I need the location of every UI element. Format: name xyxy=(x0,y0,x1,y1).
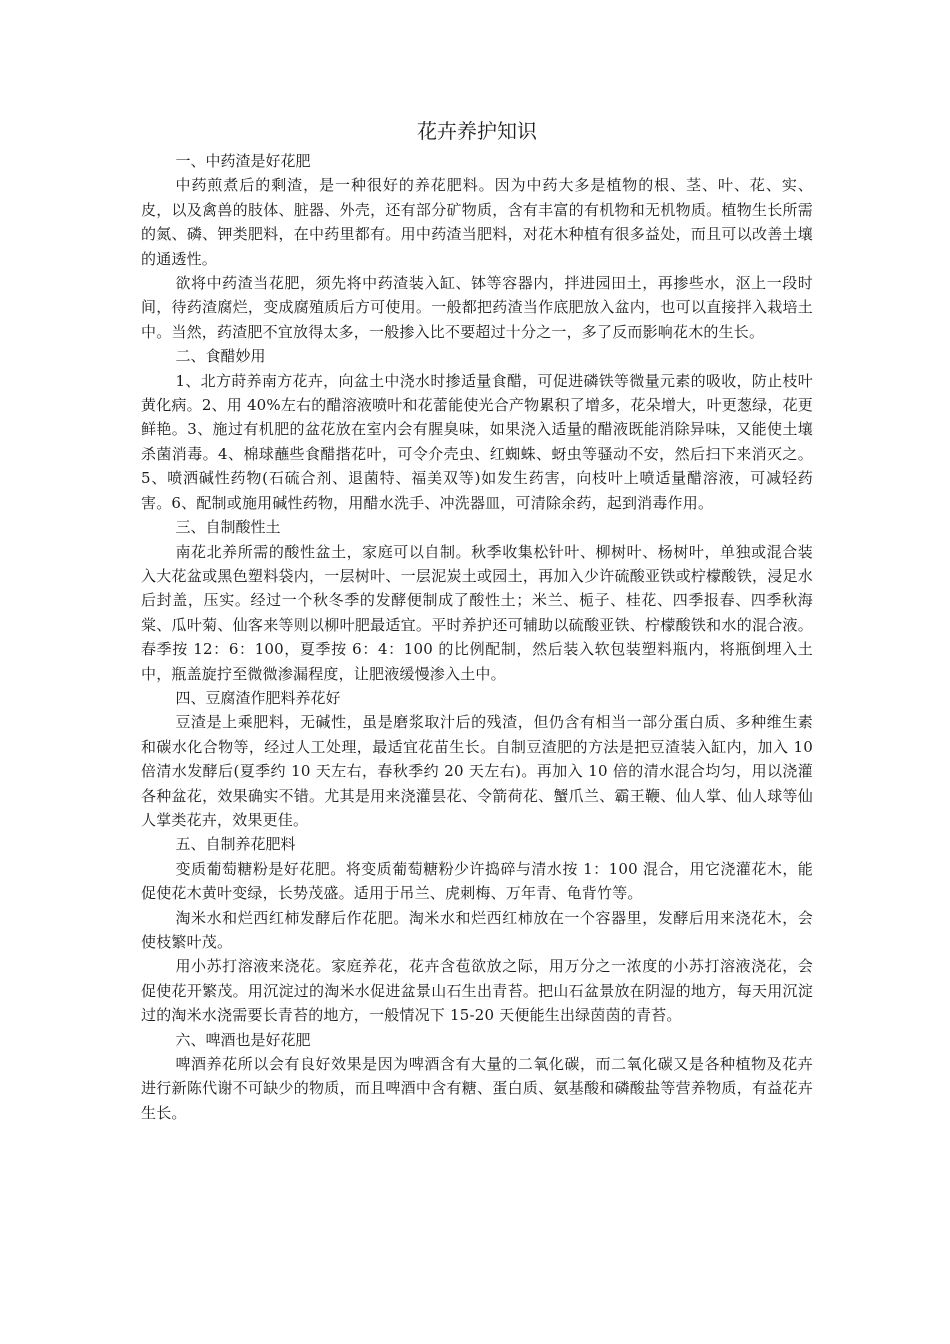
paragraph: 变质葡萄糖粉是好花肥。将变质葡萄糖粉少许捣碎与清水按 1：100 混合，用它浇灌花木，能促使花木黄叶变绿，长势茂盛。适用于吊兰、虎刺梅、万年青、龟背竹等。 xyxy=(141,859,813,903)
document-title: 花卉养护知识 xyxy=(417,119,537,143)
section-2 xyxy=(141,344,813,515)
paragraph: 南花北养所需的酸性盆土，家庭可以自制。秋季收集松针叶、柳树叶、杨树叶，单独或混合装入大花盆或黑色塑料袋内，一层树叶、一层泥炭土或园土，再加入少许硫酸亚铁或柠檬酸铁，浸足水后封盖，压实。经过一个秋冬季的发酵便制成了酸性土；米兰、栀子、桂花、四季报春、四季秋海棠、瓜叶菊、仙客来等则以柳叶肥最适宜。平时养护还可辅助以硫酸亚铁、柠檬酸铁和水的混合液。春季按 12：6：100，夏季按 6：4：100 的比例配制，然后装入软包装塑料瓶内，将瓶倒埋入土中，瓶盖旋拧至微微渗漏程度，让肥液缓慢渗入土中。 xyxy=(141,542,813,683)
section-6 xyxy=(141,1028,813,1126)
paragraph: 中药煎煮后的剩渣，是一种很好的养花肥料。因为中药大多是植物的根、茎、叶、花、实、皮，以及禽兽的肢体、脏器、外壳，还有部分矿物质，含有丰富的有机物和无机物质。植物生长所需的氮、磷、钾类肥料，在中药里都有。用中药渣当肥料，对花木种植有很多益处，而且可以改善土壤的通透性。 xyxy=(141,176,813,268)
section-heading: 二、食醋妙用 xyxy=(175,347,266,366)
paragraph: 淘米水和烂西红柿发酵后作花肥。淘米水和烂西红柿放在一个容器里，发酵后用来浇花木，会使枝繁叶茂。 xyxy=(141,908,813,951)
section-heading: 三、自制酸性土 xyxy=(175,518,281,537)
paragraph: 1、北方莳养南方花卉，向盆土中浇水时掺适量食醋，可促进磷铁等微量元素的吸收，防止枝叶黄化病。2、用 40%左右的醋溶液喷叶和花蕾能使光合产物累积了增多，花朵增大，叶更葱绿，花更鲜艳。3、施过有机肥的盆花放在室内会有腥臭味，如果浇入适量的醋液既能消除异味，又能使土壤杀菌消毒。4、棉球蘸些食醋揩花叶，可令介壳虫、红蜘蛛、蚜虫等骚动不安，然后扫下来消灭之。5、喷洒碱性药物(石硫合剂、退菌特、福美双等)如发生药害，向枝叶上喷适量醋溶液，可减轻药害。6、配制或施用碱性药物，用醋水洗手、冲洗器皿，可清除余药，起到消毒作用。 xyxy=(141,371,813,512)
section-heading: 六、啤酒也是好花肥 xyxy=(175,1030,311,1049)
paragraph: 豆渣是上乘肥料，无碱性，虽是磨浆取汁后的残渣，但仍含有相当一部分蛋白质、多种维生素和碳水化合物等，经过人工处理，最适宜花苗生长。自制豆渣肥的方法是把豆渣装入缸内，加入 10 倍清水发酵后(夏季约 10 天左右，春秋季约 20 天左右)。再加入 10 倍的清水混合均匀，用以浇灌各种盆花，效果确实不错。尤其是用来浇灌昙花、令箭荷花、蟹爪兰、霸王鞭、仙人掌、仙人球等仙人掌类花卉，效果更佳。 xyxy=(141,713,813,829)
paragraph: 啤酒养花所以会有良好效果是因为啤酒含有大量的二氧化碳，而二氧化碳又是各种植物及花卉进行新陈代谢不可缺少的物质，而且啤酒中含有糖、蛋白质、氨基酸和磷酸盐等营养物质，有益花卉生长。 xyxy=(141,1055,813,1122)
paragraph: 用小苏打溶液来浇花。家庭养花，花卉含苞欲放之际，用万分之一浓度的小苏打溶液浇花，会促使花开繁茂。用沉淀过的淘米水促进盆景山石生出青苔。把山石盆景放在阴湿的地方，每天用沉淀过的淘米水浇需要长青苔的地方，一般情况下 15-20 天便能生出绿茵茵的青苔。 xyxy=(141,957,813,1025)
section-heading: 五、自制养花肥料 xyxy=(175,835,296,854)
document-page xyxy=(141,118,813,1125)
paragraph: 欲将中药渣当花肥，须先将中药渣装入缸、钵等容器内，拌进园田土，再掺些水，沤上一段时间，待药渣腐烂，变成腐殖质后方可使用。一般都把药渣当作底肥放入盆内，也可以直接拌入栽培土中。当然，药渣肥不宜放得太多，一般掺入比不要超过十分之一，多了反而影响花木的生长。 xyxy=(141,274,813,341)
section-heading: 四、豆腐渣作肥料养花好 xyxy=(175,688,341,707)
section-3 xyxy=(141,515,813,686)
section-1 xyxy=(141,149,813,344)
section-5 xyxy=(141,832,813,1027)
section-heading: 一、中药渣是好花肥 xyxy=(175,152,311,170)
section-4 xyxy=(141,686,813,832)
